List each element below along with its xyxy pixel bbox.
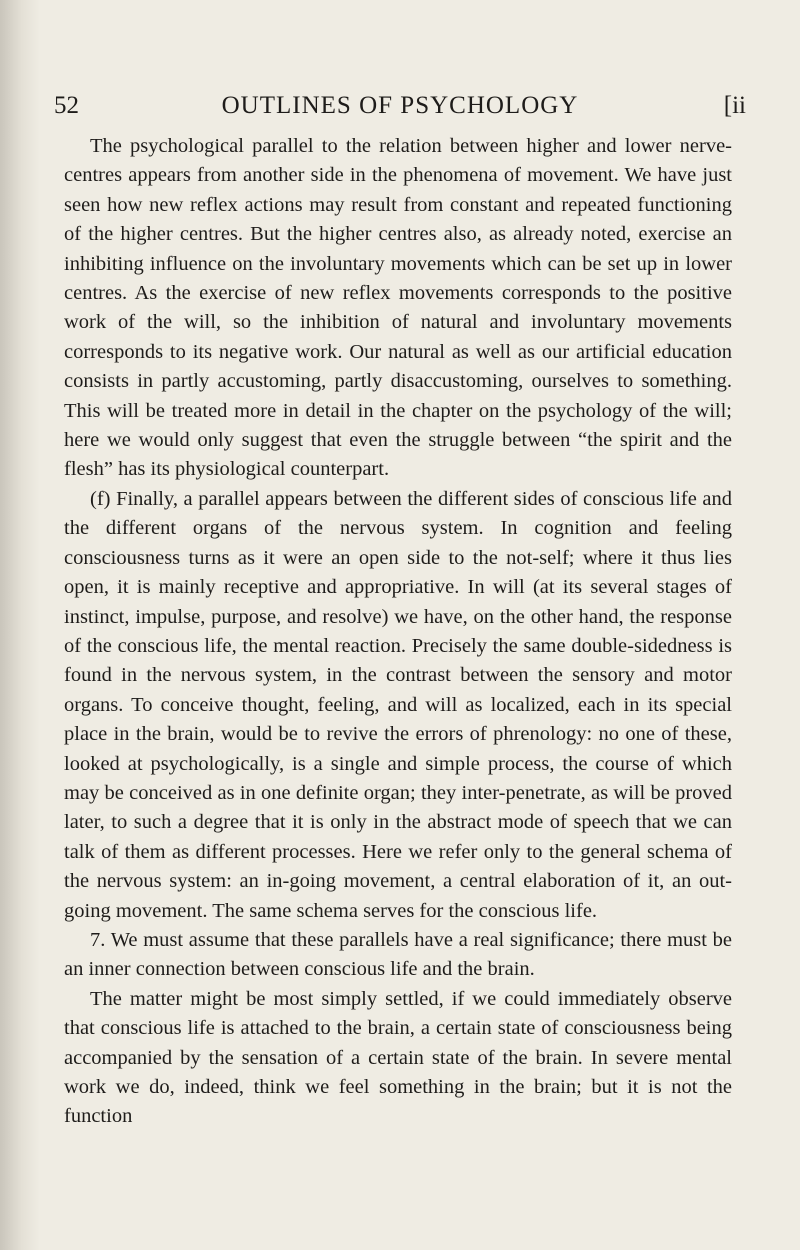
page-number: 52 — [54, 92, 79, 119]
running-title: OUTLINES OF PSYCHOLOGY — [221, 92, 579, 119]
section-mark: [ii — [723, 92, 746, 119]
paragraph-movement-inhibition: The psychological parallel to the relation between higher and lower nerve-centres appears from another side in the phenomena of movement. We have just seen how new reflex actions may result from constant and repeated functioning of the higher centres. But the higher centres also, as already noted, exercise an inhibiting influence on the involuntary movements which can be set up in lower centres. As the exercise of new reflex movements corresponds to the positive work of the will, so the inhibition of natural and involuntary movements corresponds to its negative work. Our natural as well as our artificial education consists in partly accustoming, partly disaccustoming, ourselves to something. This will be treated more in detail in the chapter on the psychology of the will; here we would only suggest that even the struggle between “the spirit and the flesh” has its physiological counterpart. — [64, 135, 732, 481]
paragraph-matter-settled: The matter might be most simply settled, if we could immediately observe that conscious life is attached to the brain, a certain state of consciousness being accompanied by the sensation of a certain state of the brain. In severe mental work we do, indeed, think we feel something in the brain; but it is not the function — [64, 987, 732, 1128]
running-header — [54, 92, 746, 126]
paragraph-7-inner-connection: 7. We must assume that these parallels have a real significance; there must be an inner connection between conscious life and the brain. — [64, 928, 732, 981]
body-text — [64, 132, 732, 1132]
paragraph-f-parallel-organs: (f) Finally, a parallel appears between the different sides of conscious life and the different organs of the nervous system. In cognition and feeling consciousness turns as it were an open side to the not-self; where it thus lies open, it is mainly receptive and appropriative. In will (at its several stages of instinct, impulse, purpose, and resolve) we have, on the other hand, the response of the conscious life, the mental reaction. Precisely the same double-sidedness is found in the nervous system, in the contrast between the sensory and motor organs. To conceive thought, feeling, and will as localized, each in its special place in the brain, would be to revive the errors of phrenology: no one of these, looked at psychologically, is a single and simple process, the course of which may be conceived as in one definite organ; they inter-penetrate, as will be proved later, to such a degree that it is only in the abstract mode of speech that we can talk of them as different processes. Here we refer only to the general schema of the nervous system: an in-going movement, a central elaboration of it, an out-going movement. The same schema serves for the conscious life. — [64, 487, 732, 922]
binding-shadow — [0, 0, 40, 1250]
